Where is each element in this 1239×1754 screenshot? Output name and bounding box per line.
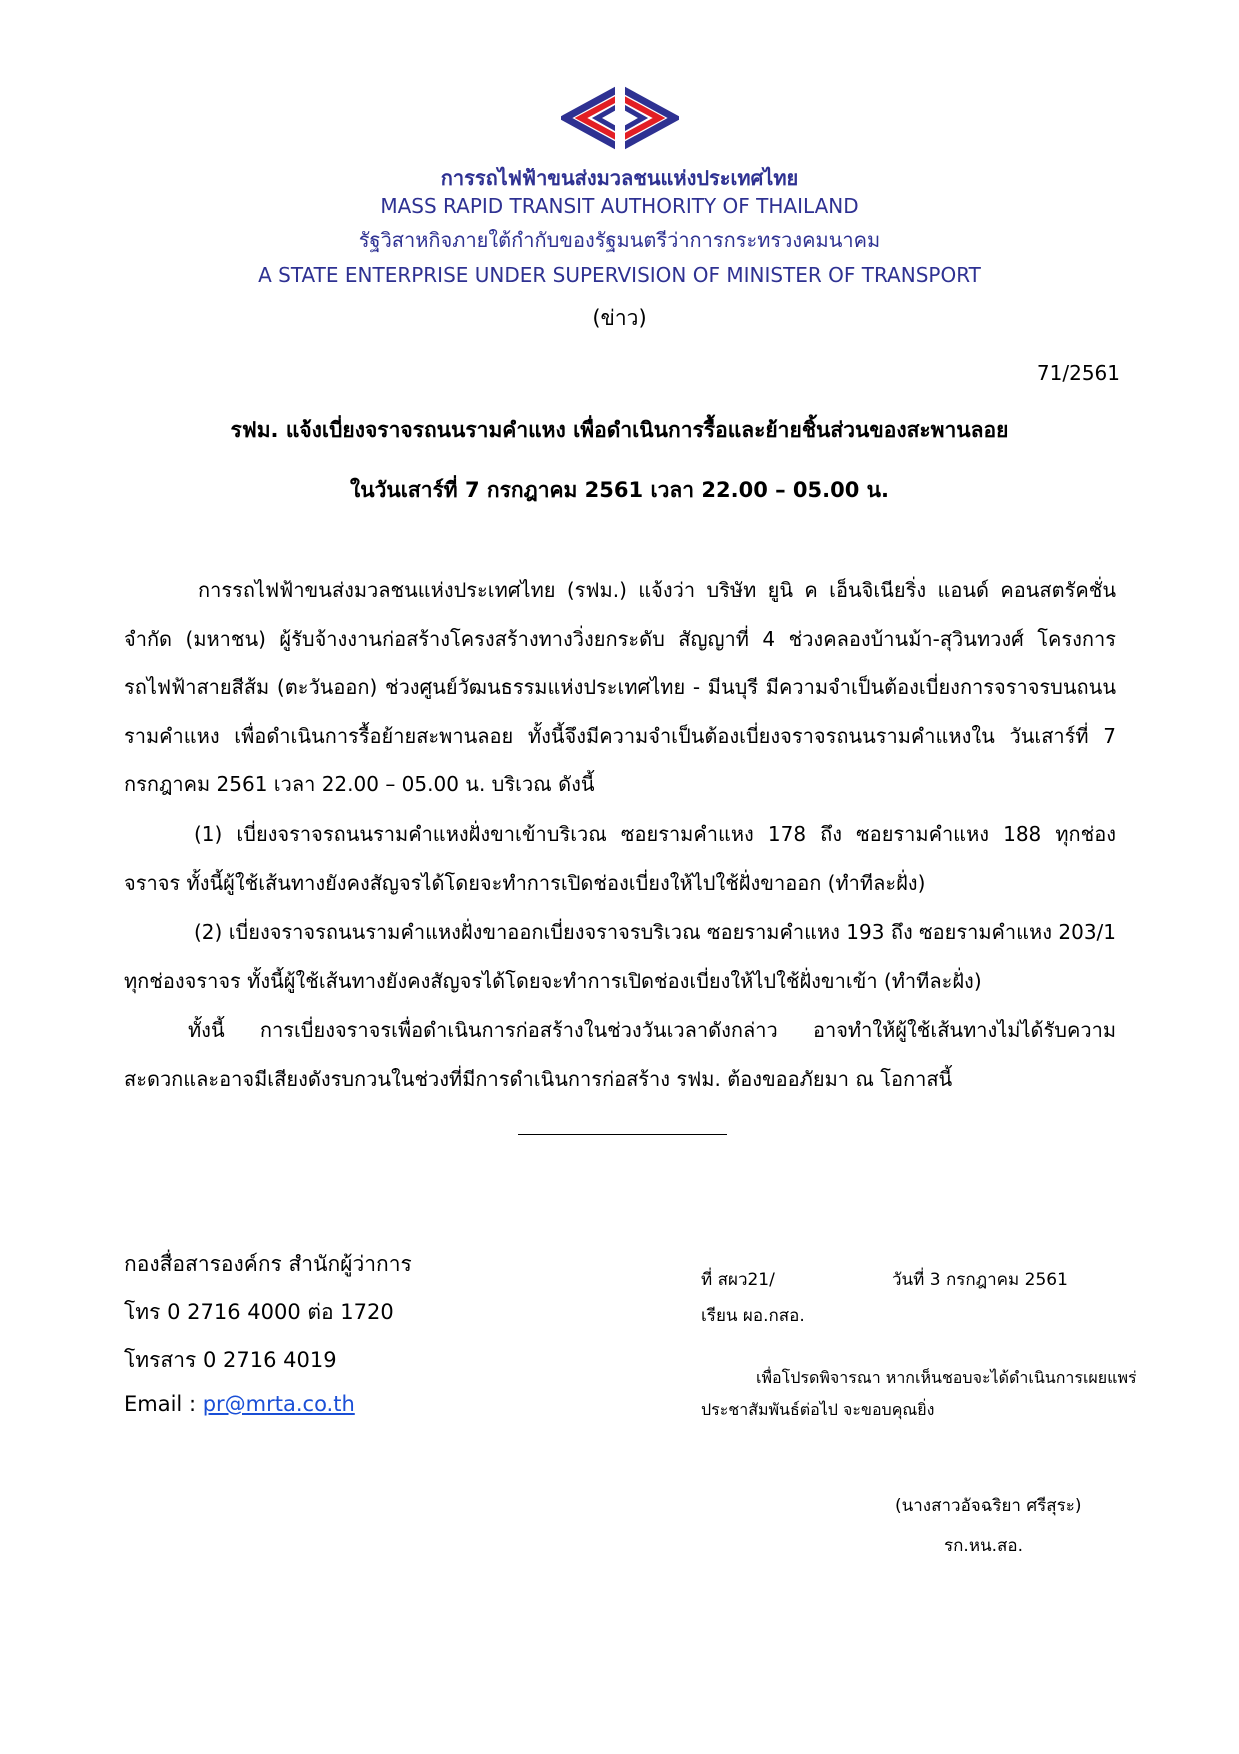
contact-department: กองสื่อสารองค์กร สำนักผู้ว่าการ bbox=[124, 1252, 412, 1276]
email-label: Email : bbox=[124, 1392, 203, 1416]
document-type: (ข่าว) bbox=[592, 306, 647, 330]
signer-position: รก.หน.สอ. bbox=[944, 1536, 1024, 1556]
document-number: 71/2561 bbox=[1036, 361, 1120, 385]
memo-request-line1: เพื่อโปรดพิจารณา หากเห็นชอบจะได้ดำเนินการเผยแพร่ bbox=[756, 1368, 1137, 1387]
memo-reference: ที่ สผว21/ bbox=[701, 1270, 775, 1290]
news-title-line1: รฟม. แจ้งเบี่ยงจราจรถนนรามคำแหง เพื่อดำเนินการรื้อและย้ายชิ้นส่วนของสะพานลอย bbox=[230, 418, 1009, 442]
separator-line bbox=[518, 1134, 727, 1135]
memo-date: วันที่ 3 กรกฎาคม 2561 bbox=[892, 1270, 1068, 1290]
org-subtitle-thai: รัฐวิสาหกิจภายใต้กำกับของรัฐมนตรีว่าการกระทรวงคมนาคม bbox=[358, 228, 881, 252]
body-item-2: (2) เบี่ยงจราจรถนนรามคำแหงฝั่งขาออกเบี่ยงจราจรบริเวณ ซอยรามคำแหง 193 ถึง ซอยรามคำแหง 203/1 ทุกช่องจราจร ทั้งนี้ผู้ใช้เส้นทางยังคงสัญจรได้โดยจะทำการเปิดช่องเบี่ยงให้ไปใช้ฝั่งขาเข้า (ทำทีละฝั่ง) bbox=[124, 920, 1116, 993]
contact-fax: โทรสาร 0 2716 4019 bbox=[124, 1348, 337, 1372]
body-closing: ทั้งนี้ การเบี่ยงจราจรเพื่อดำเนินการก่อสร้างในช่วงวันเวลาดังกล่าว อาจทำให้ผู้ใช้เส้นทางไม่ได้รับความสะดวกและอาจมีเสียงดังรบกวนในช่วงที่มีการดำเนินการก่อสร้าง รฟม. ต้องขออภัยมา ณ โอกาสนี้ bbox=[124, 1018, 1116, 1091]
org-name-english: MASS RAPID TRANSIT AUTHORITY OF THAILAND bbox=[380, 194, 859, 218]
org-name-thai: การรถไฟฟ้าขนส่งมวลชนแห่งประเทศไทย bbox=[440, 166, 799, 190]
body-paragraph-intro: การรถไฟฟ้าขนส่งมวลชนแห่งประเทศไทย (รฟม.) แจ้งว่า บริษัท ยูนิ ค เอ็นจิเนียริ่ง แอนด์ คอนสตรัคชั่น จำกัด (มหาชน) ผู้รับจ้างงานก่อสร้างโครงสร้างทางวิ่งยกระดับ สัญญาที่ 4 ช่วงคลองบ้านม้า-สุวินทวงศ์ โครงการรถไฟฟ้าสายสีส้ม (ตะวันออก) ช่วงศูนย์วัฒนธรรมแห่งประเทศไทย - มีนบุรี มีความจำเป็นต้องเบี่ยงการจราจรบนถนนรามคำแหง เพื่อดำเนินการรื้อย้ายสะพานลอย ทั้งนี้จึงมีความจำเป็นต้องเบี่ยงจราจรถนนรามคำแหงใน วันเสาร์ที่ 7 กรกฎาคม 2561 เวลา 22.00 – 05.00 น. บริเวณ ดังนี้ bbox=[124, 578, 1116, 796]
org-subtitle-english: A STATE ENTERPRISE UNDER SUPERVISION OF MINISTER OF TRANSPORT bbox=[258, 263, 981, 287]
email-link[interactable]: pr@mrta.co.th bbox=[202, 1392, 355, 1416]
contact-phone: โทร 0 2716 4000 ต่อ 1720 bbox=[124, 1300, 394, 1324]
memo-request-line2: ประชาสัมพันธ์ต่อไป จะขอบคุณยิ่ง bbox=[701, 1400, 935, 1419]
mrta-logo-icon bbox=[561, 86, 679, 150]
contact-email bbox=[124, 1392, 355, 1416]
news-title-line2: ในวันเสาร์ที่ 7 กรกฎาคม 2561 เวลา 22.00 – 05.00 น. bbox=[349, 478, 890, 502]
signer-name: (นางสาวอัจฉริยา ศรีสุระ) bbox=[895, 1496, 1082, 1516]
memo-recipient: เรียน ผอ.กสอ. bbox=[701, 1306, 805, 1326]
body-item-1: (1) เบี่ยงจราจรถนนรามคำแหงฝั่งขาเข้าบริเวณ ซอยรามคำแหง 178 ถึง ซอยรามคำแหง 188 ทุกช่องจราจร ทั้งนี้ผู้ใช้เส้นทางยังคงสัญจรได้โดยจะทำการเปิดช่องเบี่ยงให้ไปใช้ฝั่งขาออก (ทำทีละฝั่ง) bbox=[124, 822, 1116, 895]
